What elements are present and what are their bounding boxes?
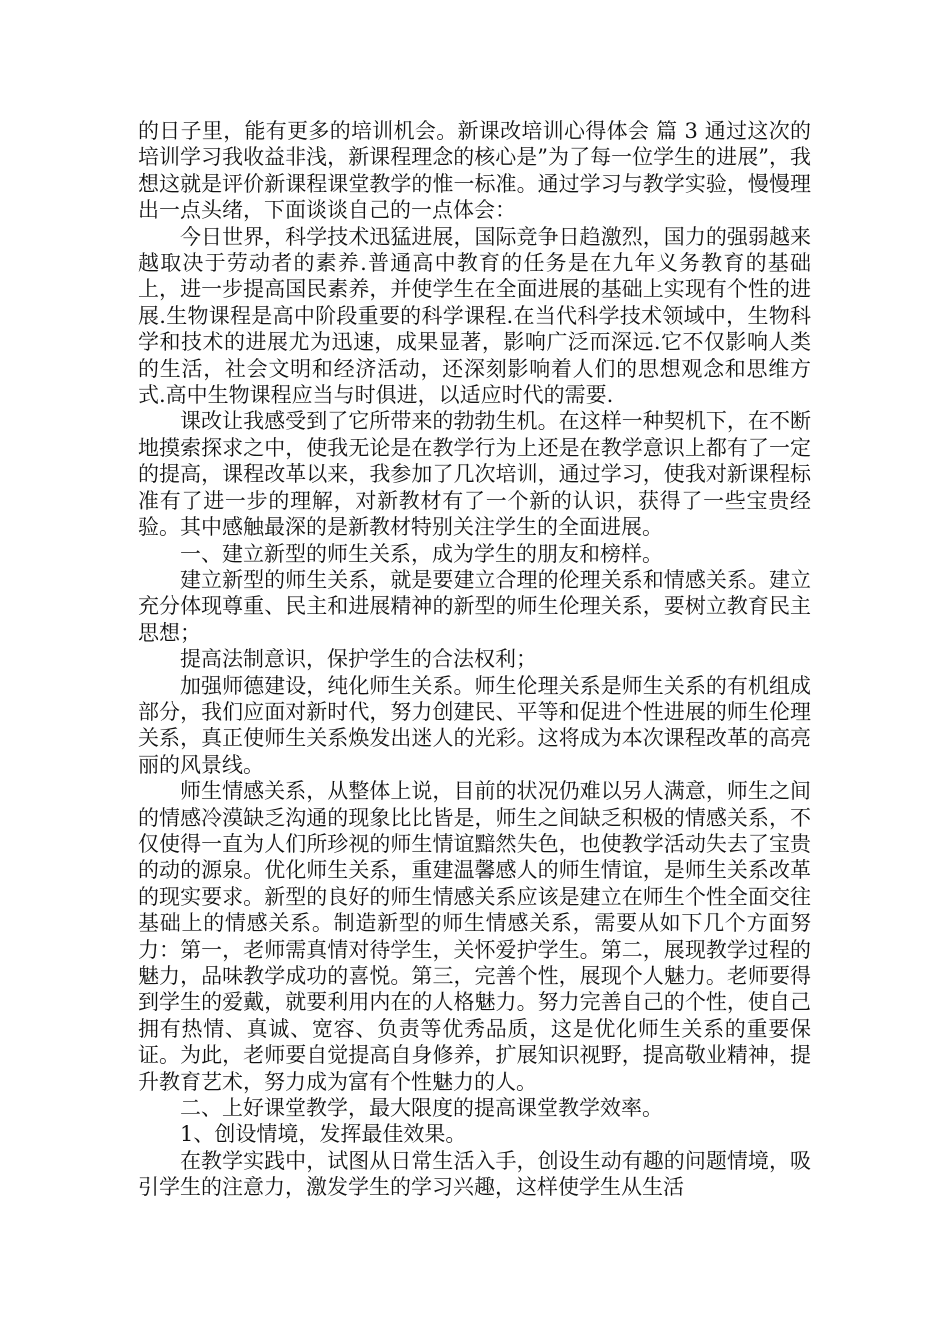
document-page (138, 118, 811, 1201)
paragraph: 提高法制意识，保护学生的合法权利； (180, 647, 537, 672)
section-heading: 一、建立新型的师生关系，成为学生的朋友和榜样。 (180, 541, 663, 566)
subsection-heading: 1、创设情境，发挥最佳效果。 (180, 1122, 467, 1147)
paragraph: 建立新型的师生关系，就是要建立合理的伦理关系和情感关系。建立充分体现尊重、民主和进展精神的新型的师生伦理关系，要树立教育民主思想； (138, 567, 811, 645)
paragraph: 的日子里，能有更多的培训机会。新课改培训心得体会 篇 3 通过这次的培训学习我收益非浅，新课程理念的核心是”为了每一位学生的进展”，我想这就是评价新课程课堂教学的惟一标准。通过学习与教学实验，慢慢理出一点头绪，下面谈谈自己的一点体会： (138, 119, 811, 223)
section-heading: 二、上好课堂教学，最大限度的提高课堂教学效率。 (180, 1096, 663, 1121)
paragraph: 加强师德建设，纯化师生关系。师生伦理关系是师生关系的有机组成部分，我们应面对新时代，努力创建民、平等和促进个性进展的师生伦理关系，真正使师生关系焕发出迷人的光彩。这将成为本次课程改革的高亮丽的风景线。 (138, 673, 811, 777)
paragraph: 今日世界，科学技术迅猛进展，国际竞争日趋激烈，国力的强弱越来越取决于劳动者的素养.普通高中教育的任务是在九年义务教育的基础上，进一步提高国民素养，并使学生在全面进展的基础上实现有个性的进展.生物课程是高中阶段重要的科学课程.在当代科学技术领域中，生物科学和技术的进展尤为迅速，成果显著，影响广泛而深远.它不仅影响人类的生活，社会文明和经济活动，还深刻影响着人们的思想观念和思维方式.高中生物课程应当与时俱进，以适应时代的需要. (138, 224, 811, 408)
paragraph: 在教学实践中，试图从日常生活入手，创设生动有趣的问题情境，吸引学生的注意力，激发学生的学习兴趣，这样使学生从生活 (138, 1148, 811, 1200)
paragraph: 师生情感关系，从整体上说，目前的状况仍难以另人满意，师生之间的情感冷漠缺乏沟通的现象比比皆是，师生之间缺乏积极的情感关系，不仅使得一直为人们所珍视的师生情谊黯然失色，也使教学活动失去了宝贵的动的源泉。优化师生关系，重建温馨感人的师生情谊，是师生关系改革的现实要求。新型的良好的师生情感关系应该是建立在师生个性全面交往基础上的情感关系。制造新型的师生情感关系，需要从如下几个方面努力：第一，老师需真情对待学生，关怀爱护学生。第二，展现教学过程的魅力，品味教学成功的喜悦。第三，完善个性，展现个人魅力。老师要得到学生的爱戴，就要利用内在的人格魅力。努力完善自己的个性，使自己拥有热情、真诚、宽容、负责等优秀品质，这是优化师生关系的重要保证。为此，老师要自觉提高自身修养，扩展知识视野，提高敬业精神，提升教育艺术，努力成为富有个性魅力的人。 (138, 779, 811, 1094)
paragraph: 课改让我感受到了它所带来的勃勃生机。在这样一种契机下，在不断地摸索探求之中，使我无论是在教学行为上还是在教学意识上都有了一定的提高，课程改革以来，我参加了几次培训，通过学习，使我对新课程标准有了进一步的理解，对新教材有了一个新的认识，获得了一些宝贵经验。其中感触最深的是新教材特别关注学生的全面进展。 (138, 409, 811, 540)
